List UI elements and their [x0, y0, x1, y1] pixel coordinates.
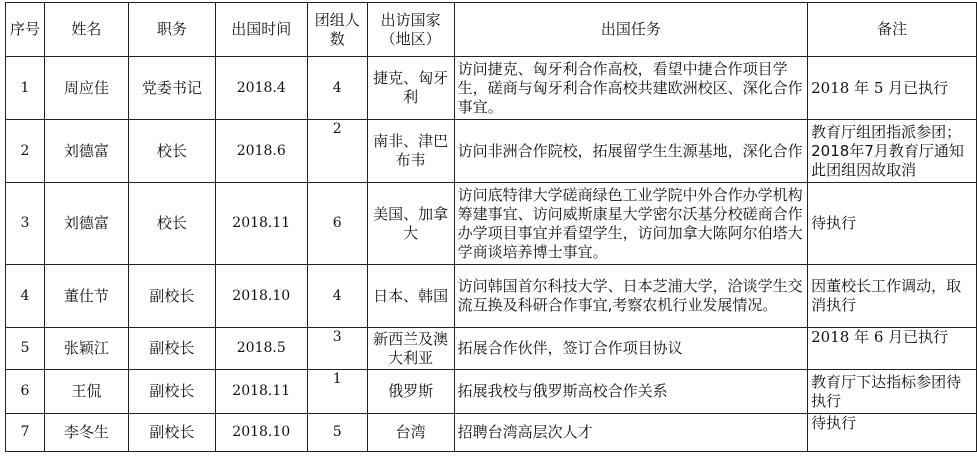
cell-group-size: 5	[307, 414, 367, 452]
header-remarks: 备注	[808, 3, 977, 57]
cell-name: 刘德富	[44, 183, 128, 265]
cell-destination: 捷克、匈牙利	[367, 57, 454, 120]
cell-destination: 日本、韩国	[367, 265, 454, 328]
cell-date: 2018.10	[215, 414, 307, 452]
cell-task: 拓展我校与俄罗斯高校合作关系	[454, 370, 808, 414]
document-area	[5, 2, 977, 452]
cell-date: 2018.11	[215, 183, 307, 265]
cell-group-size: 2	[307, 120, 367, 183]
table-row	[6, 120, 977, 183]
cell-group-size: 1	[307, 370, 367, 414]
cell-task: 访问韩国首尔科技大学、日本芝浦大学，洽谈学生交流互换及科研合作事宜,考察农机行业发展情况。	[454, 265, 808, 328]
header-position: 职务	[128, 3, 215, 57]
cell-group-size: 4	[307, 265, 367, 328]
cell-task: 拓展合作伙伴，签订合作项目协议	[454, 328, 808, 370]
cell-task: 访问捷克、匈牙利合作高校，看望中捷合作项目学生，磋商与匈牙利合作高校共建欧洲校区、深化合作事宜。	[454, 57, 808, 120]
cell-remarks: 2018 年 5 月已执行	[808, 57, 977, 120]
cell-group-size: 6	[307, 183, 367, 265]
cell-remarks: 待执行	[808, 414, 977, 452]
cell-seq: 5	[6, 328, 45, 370]
cell-destination: 台湾	[367, 414, 454, 452]
header-task: 出国任务	[454, 3, 808, 57]
cell-remarks: 教育厅下达指标参团待执行	[808, 370, 977, 414]
cell-destination: 俄罗斯	[367, 370, 454, 414]
table-row	[6, 183, 977, 265]
cell-date: 2018.11	[215, 370, 307, 414]
cell-remarks: 2018 年 6 月已执行	[808, 328, 977, 370]
cell-position: 副校长	[128, 328, 215, 370]
cell-group-size: 3	[307, 328, 367, 370]
cell-date: 2018.4	[215, 57, 307, 120]
header-seq: 序号	[6, 3, 45, 57]
header-name: 姓名	[44, 3, 128, 57]
cell-group-size: 4	[307, 57, 367, 120]
cell-destination: 新西兰及澳大利亚	[367, 328, 454, 370]
cell-position: 副校长	[128, 370, 215, 414]
cell-remarks: 教育厅组团指派参团；2018年7月教育厅通知此团组因故取消	[808, 120, 977, 183]
cell-name: 李冬生	[44, 414, 128, 452]
cell-seq: 1	[6, 57, 45, 120]
cell-seq: 7	[6, 414, 45, 452]
table-row	[6, 328, 977, 370]
cell-name: 周应佳	[44, 57, 128, 120]
cell-task: 招聘台湾高层次人才	[454, 414, 808, 452]
cell-destination: 美国、加拿大	[367, 183, 454, 265]
cell-position: 校长	[128, 183, 215, 265]
cell-remarks: 因董校长工作调动，取消执行	[808, 265, 977, 328]
cell-seq: 3	[6, 183, 45, 265]
cell-task: 访问非洲合作院校，拓展留学生生源基地，深化合作	[454, 120, 808, 183]
cell-position: 副校长	[128, 265, 215, 328]
cell-remarks: 待执行	[808, 183, 977, 265]
cell-position: 副校长	[128, 414, 215, 452]
overseas-visit-table	[5, 2, 977, 452]
table-row	[6, 414, 977, 452]
header-date: 出国时间	[215, 3, 307, 57]
cell-task: 访问底特律大学磋商绿色工业学院中外合作办学机构筹建事宜、访问威斯康星大学密尔沃基分校磋商合作办学项目事宜并看望学生，访问加拿大陈阿尔伯塔大学商谈培养博士事宜。	[454, 183, 808, 265]
cell-name: 董仕节	[44, 265, 128, 328]
cell-name: 张颖江	[44, 328, 128, 370]
cell-date: 2018.10	[215, 265, 307, 328]
cell-seq: 6	[6, 370, 45, 414]
header-destination: 出访国家（地区）	[367, 3, 454, 57]
header-row	[6, 3, 977, 57]
cell-seq: 2	[6, 120, 45, 183]
cell-date: 2018.5	[215, 328, 307, 370]
table-row	[6, 265, 977, 328]
cell-name: 刘德富	[44, 120, 128, 183]
cell-date: 2018.6	[215, 120, 307, 183]
header-group-size: 团组人数	[307, 3, 367, 57]
table-row	[6, 57, 977, 120]
cell-position: 校长	[128, 120, 215, 183]
cell-destination: 南非、津巴布韦	[367, 120, 454, 183]
cell-seq: 4	[6, 265, 45, 328]
cell-position: 党委书记	[128, 57, 215, 120]
cell-name: 王侃	[44, 370, 128, 414]
table-row	[6, 370, 977, 414]
